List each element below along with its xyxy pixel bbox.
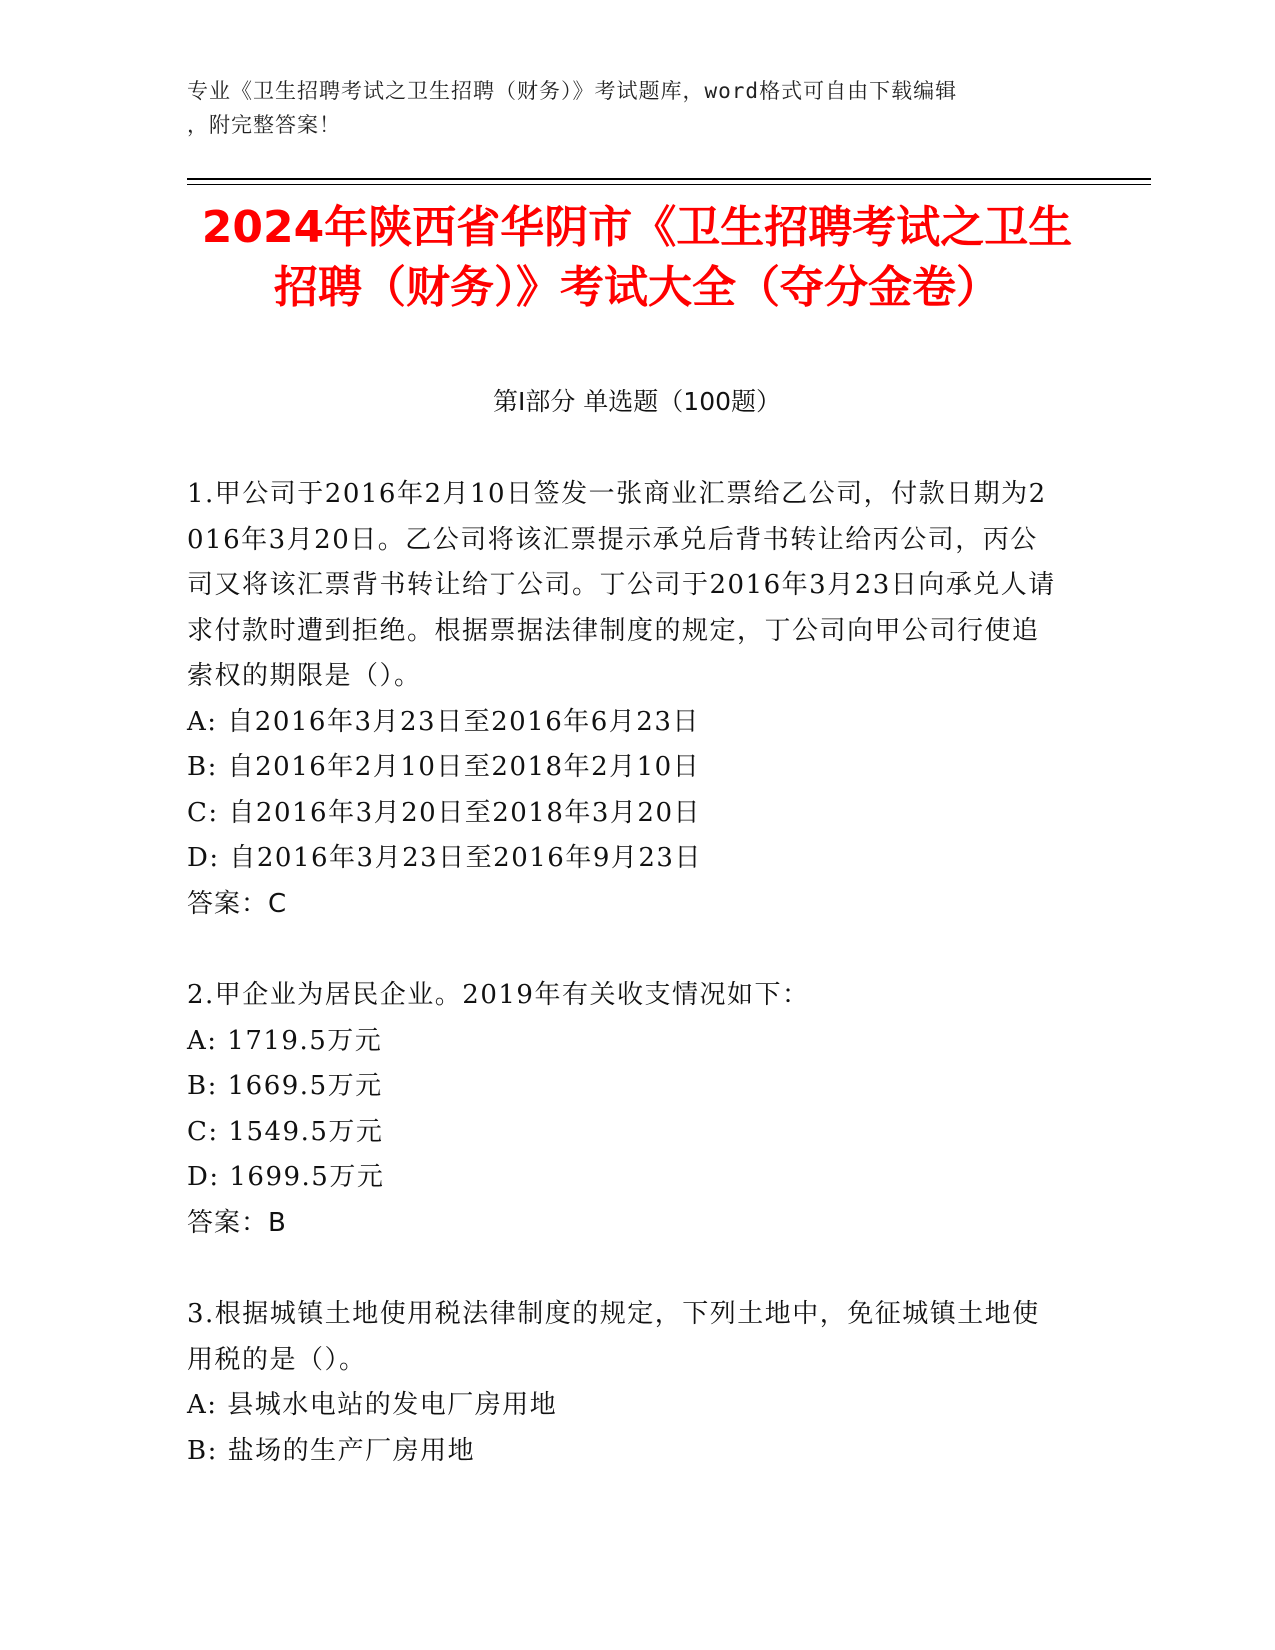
document-title-line-2: 招聘（财务）》考试大全（夺分金卷） <box>274 262 1000 313</box>
question-stem: 3.根据城镇土地使用税法律制度的规定，下列土地中，免征城镇土地使用税的是（）。 <box>187 1299 1040 1375</box>
option-d: D: 1699.5万元 <box>187 1162 385 1192</box>
option-b: B: 盐场的生产厂房用地 <box>187 1435 476 1466</box>
header-divider-thick <box>187 178 1151 180</box>
header-note <box>187 74 1087 142</box>
option-b: B: 1669.5万元 <box>187 1071 383 1101</box>
option-a: A: 1719.5万元 <box>187 1025 383 1056</box>
question-list <box>187 472 1057 1520</box>
question-2 <box>187 973 1057 1246</box>
question-stem: 1.甲公司于2016年2月10日签发一张商业汇票给乙公司，付款日期为2016年3月20日。乙公司将该汇票提示承兑后背书转让给丙公司，丙公司又将该汇票背书转让给丁公司。丁公司于2016年3月23日向承兑人请求付款时遭到拒绝。根据票据法律制度的规定，丁公司向甲公司行使追索权的期限是（）。 <box>187 479 1056 691</box>
option-c: C: 1549.5万元 <box>187 1116 384 1147</box>
document-title-line-1: 2024年陕西省华阴市《卫生招聘考试之卫生 <box>201 202 1073 253</box>
question-stem: 2.甲企业为居民企业。2019年有关收支情况如下： <box>187 980 810 1010</box>
question-1 <box>187 472 1057 927</box>
header-divider-thin <box>187 184 1151 185</box>
section-heading: 第Ⅰ部分 单选题（100题） <box>492 387 782 416</box>
option-d: D: 自2016年3月23日至2016年9月23日 <box>187 843 702 873</box>
option-a: A: 县城水电站的发电厂房用地 <box>187 1390 558 1420</box>
answer-label: 答案：B <box>187 1207 287 1238</box>
option-a: A: 自2016年3月23日至2016年6月23日 <box>187 706 700 737</box>
option-c: C: 自2016年3月20日至2018年3月20日 <box>187 797 702 828</box>
document-title <box>187 198 1087 318</box>
header-note-line-2: ，附完整答案！ <box>187 113 341 137</box>
answer-label: 答案：C <box>187 888 288 919</box>
header-note-line-1: 专业《卫生招聘考试之卫生招聘（财务）》考试题库，word格式可自由下载编辑 <box>187 79 958 103</box>
question-3 <box>187 1292 1057 1474</box>
option-b: B: 自2016年2月10日至2018年2月10日 <box>187 752 701 782</box>
